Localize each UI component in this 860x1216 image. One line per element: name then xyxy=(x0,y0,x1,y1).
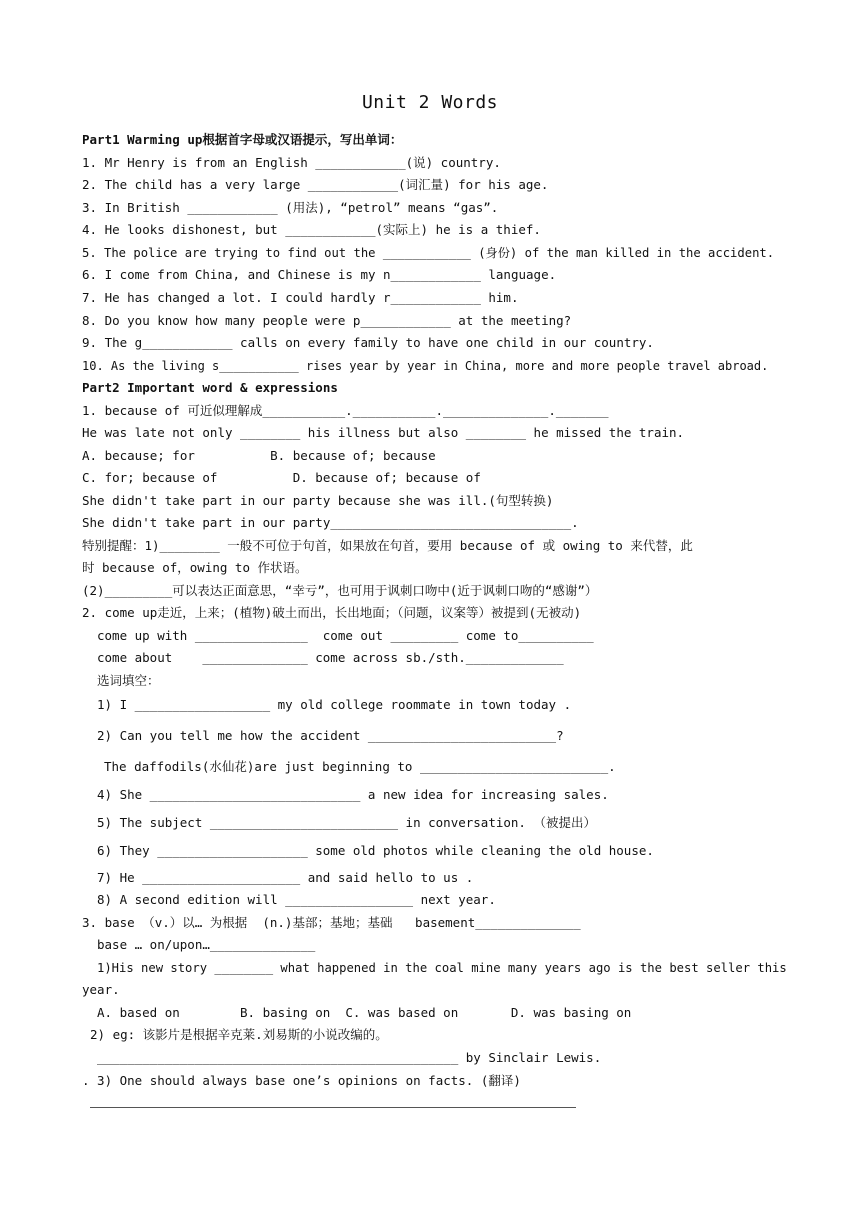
part1-heading: Part1 Warming up根据首字母或汉语提示，写出单词： xyxy=(82,132,403,147)
part1-item-1: 1. Mr Henry is from an English ____________(说) country. xyxy=(82,155,501,170)
base-line2: base … on/upon…______________ xyxy=(97,937,316,952)
base-q1-cont: year. xyxy=(82,982,120,997)
part1-item-7: 7. He has changed a lot. I could hardly r____________ him. xyxy=(82,290,519,305)
come-up-q5: 5) The subject _________________________ in conversation. （被提出） xyxy=(97,815,596,830)
come-up-q1: 1) I __________________ my old college roommate in town today . xyxy=(97,697,572,712)
come-up-q8: 8) A second edition will _________________ next year. xyxy=(97,892,496,907)
part1-item-3: 3. In British ____________ (用法), “petrol” means “gas”. xyxy=(82,200,499,215)
because-of-note2: (2)_________可以表达正面意思，“幸亏”，也可用于讽刺口吻中(近于讽刺口吻的“感谢”） xyxy=(82,583,598,598)
because-of-line6: She didn't take part in our party________________________________. xyxy=(82,515,579,530)
part1-item-8: 8. Do you know how many people were p____________ at the meeting? xyxy=(82,313,572,328)
part1-item-6: 6. I come from China, and Chinese is my n____________ language. xyxy=(82,267,557,282)
base-q2: 2) eg: 该影片是根据辛克莱.刘易斯的小说改编的。 xyxy=(90,1027,388,1042)
base-q2-answer-line: ________________________________________________ by Sinclair Lewis. xyxy=(97,1050,602,1065)
base-q1-options: A. based on B. basing on C. was based on D. was basing on xyxy=(97,1005,632,1020)
part1-item-10: 10. As the living s___________ rises year by year in China, more and more people travel abroad. xyxy=(82,359,769,373)
because-of-note1-cont: 时 because of，owing to 作状语。 xyxy=(82,560,308,575)
because-of-line2: He was late not only ________ his illness but also ________ he missed the train. xyxy=(82,425,685,440)
part1-item-9: 9. The g____________ calls on every family to have one child in our country. xyxy=(82,335,654,350)
because-of-options-ab: A. because; for B. because of; because xyxy=(82,448,436,463)
fill-in-label: 选词填空： xyxy=(97,673,160,688)
part1-item-4: 4. He looks dishonest, but ____________(实际上) he is a thief. xyxy=(82,222,541,237)
base-line1: 3. base （v.）以… 为根据 (n.)基部；基地；基础 basement______________ xyxy=(82,915,581,930)
base-q1: 1)His new story ________ what happened in the coal mine many years ago is the best seller this xyxy=(97,961,787,975)
because-of-line5: She didn't take part in our party because she was ill.(句型转换) xyxy=(82,493,554,508)
part1-item-2: 2. The child has a very large ____________(词汇量) for his age. xyxy=(82,177,549,192)
come-up-line1: 2. come up走近，上来；(植物)破土而出，长出地面；（问题，议案等）被提到(无被动) xyxy=(82,605,582,620)
come-up-q3: The daffodils(水仙花)are just beginning to _________________________. xyxy=(104,759,616,774)
come-up-phrases-2: come about ______________ come across sb./sth._____________ xyxy=(97,650,564,665)
because-of-line1: 1. because of 可近似理解成___________.___________.______________._______ xyxy=(82,403,609,418)
because-of-note1: 特别提醒：1)________ 一般不可位于句首，如果放在句首，要用 because of 或 owing to 来代替，此 xyxy=(82,538,693,553)
come-up-q2: 2) Can you tell me how the accident _________________________? xyxy=(97,728,564,743)
come-up-q7: 7) He _____________________ and said hello to us . xyxy=(97,870,474,885)
because-of-options-cd: C. for; because of D. because of; because of xyxy=(82,470,481,485)
come-up-phrases-1: come up with _______________ come out _________ come to__________ xyxy=(97,628,594,643)
part1-item-5: 5. The police are trying to find out the ____________ (身份) of the man killed in the accident. xyxy=(82,246,775,260)
come-up-q4: 4) She ____________________________ a new idea for increasing sales. xyxy=(97,787,609,802)
page-title: Unit 2 Words xyxy=(361,92,499,113)
base-q3: . 3) One should always base one’s opinions on facts. (翻译) xyxy=(82,1073,521,1088)
part2-heading: Part2 Important word & expressions xyxy=(82,380,338,395)
come-up-q6: 6) They ____________________ some old photos while cleaning the old house. xyxy=(97,843,654,858)
answer-line xyxy=(90,1107,576,1108)
